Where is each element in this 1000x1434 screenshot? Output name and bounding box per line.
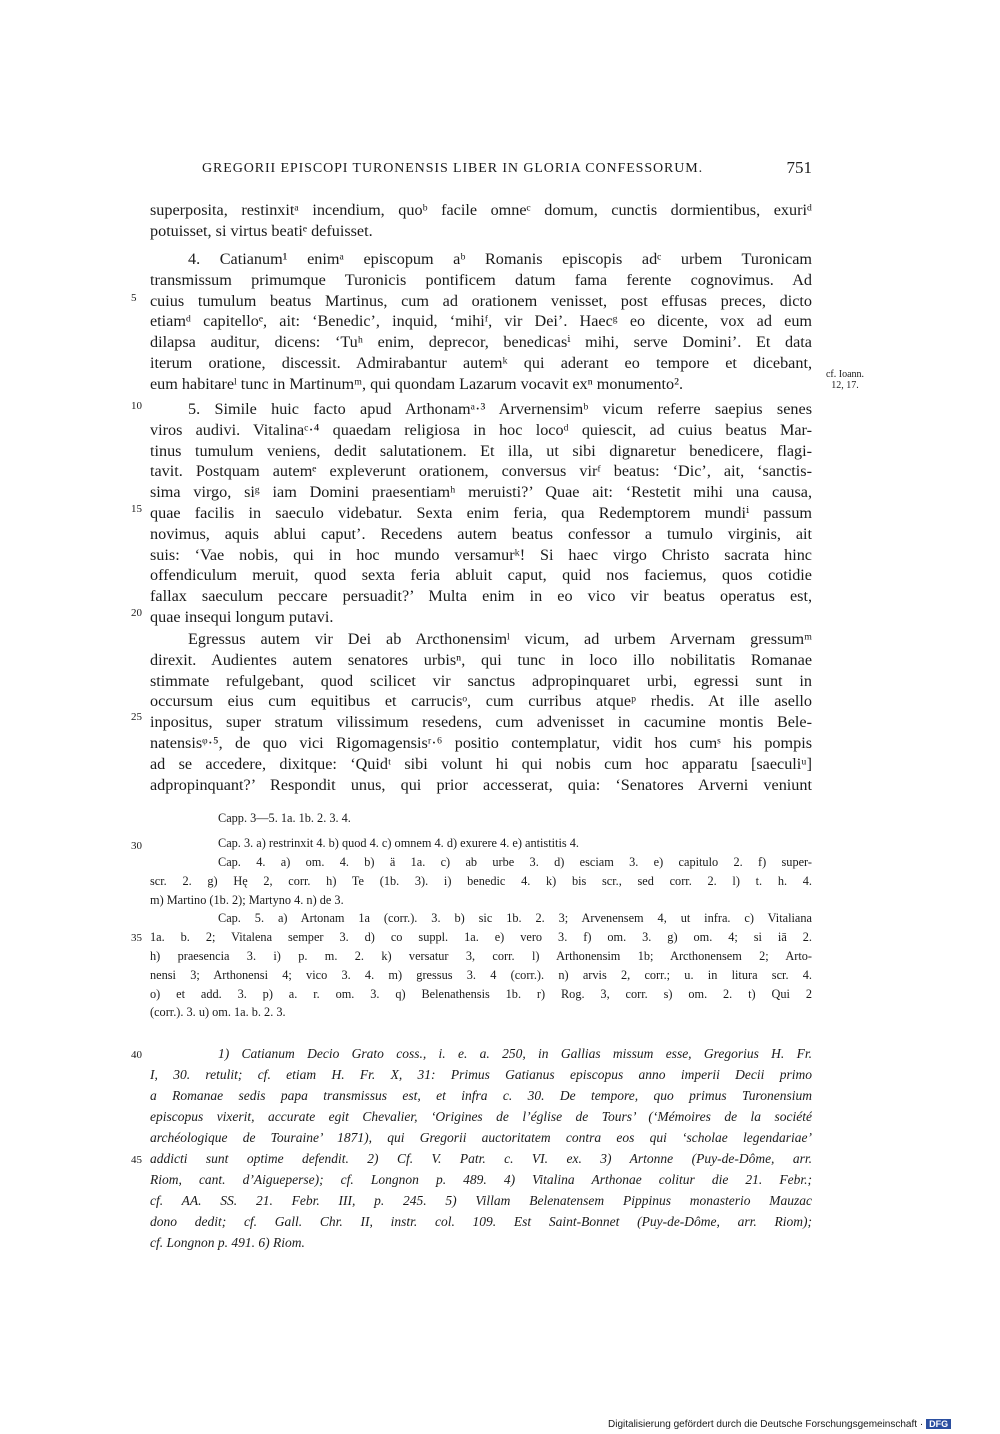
text-line: Egressus autem vir Dei ab Arcthonensimˡ vicum, ad urbem Arvernam gressumᵐ — [188, 630, 812, 648]
text-line: fallax saeculum peccare persuadit?’ Multa enim in eo vico vir beatus operatus est, — [150, 587, 812, 606]
footnote-line: dono dedit; cf. Gall. Chr. II, instr. col. 109. Est Saint-Bonnet (Puy-de-Dôme, arr. Riom); — [150, 1214, 812, 1229]
running-title: GREGORII EPISCOPI TURONENSIS LIBER IN GLORIA CONFESSORUM. — [202, 161, 704, 176]
footnote-line: a Romanae sedis papa transmissus est, et infra c. 30. De tempore, quo primus Turonensium — [150, 1088, 812, 1103]
page-number: 751 — [786, 158, 812, 177]
apparatus-line: Cap. 5. a) Artonam 1a (corr.). 3. b) sic 1b. 2. 3; Arvenensem 4, ut infra. c) Vitaliana — [218, 911, 812, 925]
line-number: 35 — [131, 932, 142, 944]
funding-credit — [608, 1419, 951, 1430]
apparatus-line: o) et add. 3. p) a. r. om. 3. q) Belenathensis 1b. r) Rog. 3, corr. s) om. 2. t) Qui 2 — [150, 987, 812, 1001]
text-line: viros audivi. Vitalinaᶜ·⁴ quaedam religiosa in hoc locoᵈ quiescit, ad cuius beatus Mar- — [150, 420, 812, 439]
text-line: superposita, restinxitᵃ incendium, quoᵇ facile omneᶜ domum, cunctis dormientibus, exuriᵈ — [150, 201, 812, 219]
apparatus-line: m) Martino (1b. 2); Martyno 4. n) de 3. — [150, 893, 344, 907]
footnote-line: Riom, cant. d’Aigueperse); cf. Longnon p. 489. 4) Vitalina Arthonae colitur die 21. Febr.; — [150, 1172, 812, 1187]
text-line: offendiculum meruit, quod sexta feria abluit caput, quid nos faciemus, quos cotidie — [150, 566, 812, 585]
line-number: 5 — [131, 292, 137, 304]
text-line: stimmate refulgebant, quod scilicet vir sanctus adpropinquaret urbi, egressi sunt in — [150, 671, 812, 690]
line-number: 45 — [131, 1154, 142, 1166]
margin-note — [815, 369, 875, 391]
apparatus-line: scr. 2. g) Hę 2, corr. h) Te (1b. 3). i) benedic 4. k) bis scr., sed corr. 2. l) t. h. 4. — [150, 874, 812, 888]
footnote-line: I, 30. retulit; cf. etiam H. Fr. X, 31: Primus Gatianus episcopus anno imperii Decii primo — [150, 1067, 812, 1082]
line-number: 40 — [131, 1049, 142, 1061]
margin-note-verse: 12, 17. — [831, 380, 859, 391]
text-line: quae insequi longum putavi. — [150, 608, 334, 626]
footnote-line: cf. Longnon p. 491. 6) Riom. — [150, 1235, 305, 1250]
text-line: sima virgo, siᵍ iam Domini praesentiamʰ meruisti?’ Quae ait: ‘Restetit mihi una causa, — [150, 483, 812, 502]
text-line: etiamᵈ capitelloᵉ, ait: ‘Benedic’, inquid, ‘mihiᶠ, vir Dei’. Haecᵍ eo dicente, vox ad eum — [150, 312, 812, 331]
footnote-line: cf. AA. SS. 21. Febr. III, p. 245. 5) Villam Belenatensem Pippinus monasterio Mauzac — [150, 1193, 812, 1208]
footnote-line: archéologique de Touraine’ 1871), qui Gregorii auctoritatem contra eos qui ‘scholae legendariae’ — [150, 1130, 812, 1145]
dfg-logo: DFG — [926, 1419, 951, 1429]
text-line: quae facilis in saeculo videbatur. Sexta enim feria, qua Redemptorem mundiⁱ passum — [150, 504, 812, 522]
text-line: potuisset, si virtus beatiᵉ defuisset. — [150, 222, 373, 240]
text-line: ad se accedere, dixitque: ‘Quidᵗ sibi volunt hi qui nobis cum hoc apparatu [saeculiᵘ] — [150, 754, 812, 773]
apparatus-line: Capp. 3—5. 1a. 1b. 2. 3. 4. — [218, 811, 351, 825]
text-line: inpositus, super stratum vilissimum resedens, cum advenisset in cacumine montis Bele- — [150, 713, 812, 732]
apparatus-line: h) praesencia 3. i) p. m. 2. k) versatur 3, corr. l) Arthonensim 1b; Arcthonensem 2; Arto- — [150, 949, 812, 963]
text-line: transmissum primumque Turonicis pontificem datum fama ferente cognovimus. Ad — [150, 270, 812, 289]
text-line: suis: ‘Vae nobis, qui in hoc mundo versamurᵏ! Si haec virgo Christo sacrata hinc — [150, 545, 812, 564]
text-line: tavit. Postquam autemᵉ expleverunt orationem, conversus virᶠ beatus: ‘Dic’, ait, ‘sanctis- — [150, 462, 812, 481]
margin-note-ref: cf. Ioann. — [825, 369, 865, 380]
text-line: direxit. Audientes autem senatores urbisⁿ, qui tunc in loco illo nobilitatis Romanae — [150, 650, 812, 669]
apparatus-line: (corr.). 3. u) om. 1a. b. 2. 3. — [150, 1005, 286, 1019]
footnote-line: addicti sunt optime defendit. 2) Cf. V. Patr. c. VI. ex. 3) Artonne (Puy-de-Dôme, arr. — [150, 1151, 812, 1166]
text-line: 4. Catianum¹ enimᵃ episcopum aᵇ Romanis episcopis adᶜ urbem Turonicam — [188, 250, 812, 268]
text-line: dilapsa auditur, dicens: ‘Tuʰ enim, deprecor, benedicasⁱ mihi, serve Domini’. Et data — [150, 333, 812, 352]
line-number: 30 — [131, 840, 142, 852]
text-line: novimus, aquis ablui caput’. Recedens autem beatus confessor a tumulo virginis, ait — [150, 524, 812, 543]
text-line: iterum oratione, discessit. Admirabantur autemᵏ qui aderant eo tempore et dicebant, — [150, 354, 812, 372]
line-number: 20 — [131, 607, 142, 619]
text-line: cuius tumulum beatus Martinus, cum ad orationem venisset, post effusas preces, dicto — [150, 291, 812, 310]
line-number: 25 — [131, 711, 142, 723]
funding-text: Digitalisierung gefördert durch die Deutsche Forschungsgemeinschaft · — [608, 1419, 924, 1430]
text-line: adpropinquant?’ Respondit unus, qui prior accesserat, quia: ‘Senatores Arverni veniunt — [150, 775, 812, 794]
line-number: 10 — [131, 400, 142, 412]
text-line: occursum eius cum equitibus et carrucisᵒ, cum curribus atqueᵖ rhedis. At ille asello — [150, 692, 812, 711]
text-line: tinus tumulum veniens, dedit salutationem. Et illa, ut sibi dignaretur benedicere, flagi- — [150, 441, 812, 460]
text-line: natensisᵠ·⁵, de quo vici Rigomagensisʳ·⁶ positio contemplatur, vidit hos cumˢ his pompis — [150, 734, 812, 752]
apparatus-line: 1a. b. 2; Vitalena semper 3. d) co suppl. 1a. e) vero 3. f) om. 3. g) om. 4; si iā 2. — [150, 930, 812, 944]
apparatus-line: Cap. 4. a) om. 4. b) ä 1a. c) ab urbe 3. d) esciam 3. e) capitulo 2. f) super- — [218, 855, 812, 869]
running-header — [202, 158, 812, 181]
apparatus-line: Cap. 3. a) restrinxit 4. b) quod 4. c) omnem 4. d) exurere 4. e) antistitis 4. — [218, 836, 579, 850]
text-line: 5. Simile huic facto apud Arthonamᵃ·³ Arvernensimᵇ vicum referre saepius senes — [188, 400, 812, 418]
footnote-line: episcopus vixerit, accurate egit Chevalier, ‘Origines de l’église de Tours’ (‘Mémoires de la société — [150, 1109, 812, 1124]
footnote-line: 1) Catianum Decio Grato coss., i. e. a. 250, in Gallias missum esse, Gregorius H. Fr. — [218, 1046, 812, 1061]
apparatus-line: nensi 3; Arthonensi 4; vico 3. 4. m) gressus 3. 4 (corr.). n) arvis 2, corr.; u. in litura scr. 4. — [150, 968, 812, 982]
line-number: 15 — [131, 503, 142, 515]
text-line: eum habitareˡ tunc in Martinumᵐ, qui quondam Lazarum vocavit exⁿ monumento². — [150, 374, 684, 393]
